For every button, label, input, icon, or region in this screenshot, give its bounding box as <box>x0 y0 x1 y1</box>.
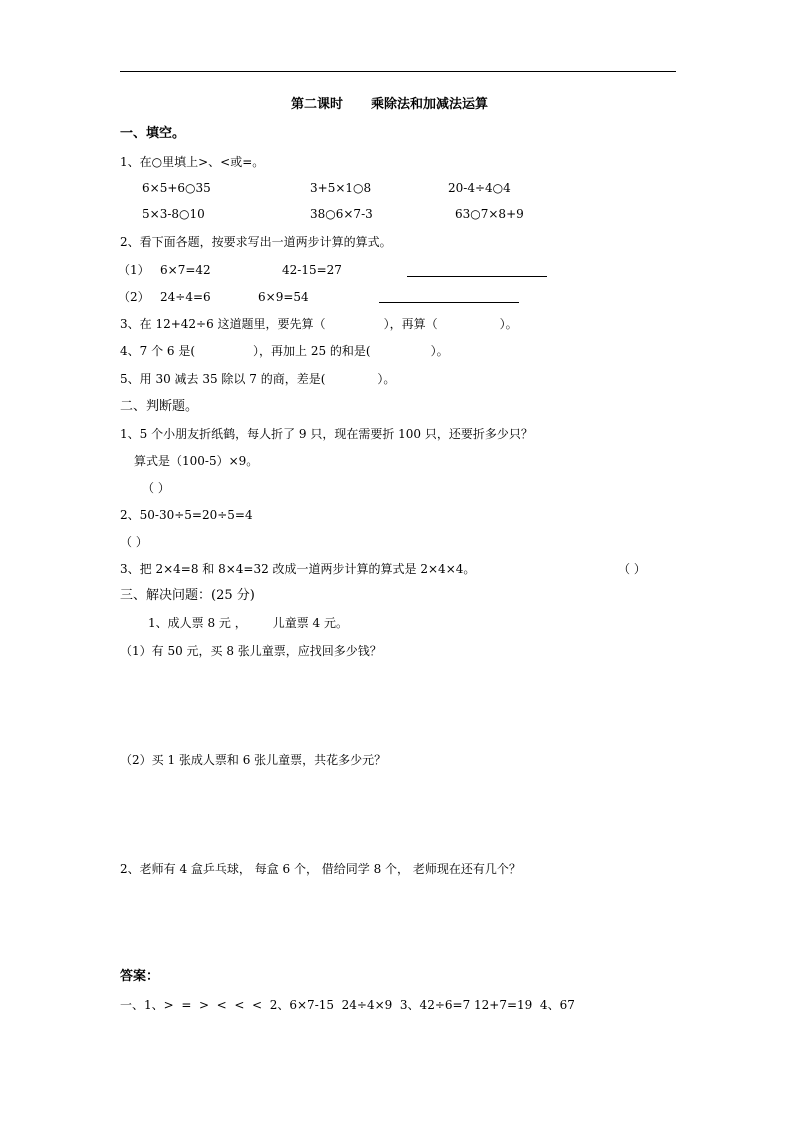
section1-heading: 一、填空。 <box>120 126 186 141</box>
s1-q1-stem: 1、在○里填上>、<或=。 <box>120 155 265 169</box>
answer-line[interactable] <box>407 276 547 277</box>
title-lesson: 第二课时 <box>291 97 344 112</box>
s1-q2-num: （2） <box>118 290 150 304</box>
s3-q1-intro: 1、成人票 8 元 ， 儿童票 4 元。 <box>148 616 348 630</box>
judge-paren[interactable]: （ ） <box>142 481 170 495</box>
s2-q1-line1: 1、5 个小朋友折纸鹤，每人折了 9 只，现在需要折 100 只，还要折多少只？ <box>120 427 533 441</box>
s1-q2-num: （1） <box>118 263 150 277</box>
s1-q2-stem: 2、看下面各题，按要求写出一道两步计算的算式。 <box>120 235 392 249</box>
s1-q1-item: 3+5×1○8 <box>310 181 372 195</box>
s1-q5: 5、用 30 减去 35 除以 7 的商，差是( ）。 <box>120 372 396 386</box>
answers-line: 一、1、> = > < < < 2、6×7-15 24÷4×9 3、42÷6=7 12+7=19 4、67 <box>120 998 575 1012</box>
section3-heading: 三、解决问题：(25 分) <box>120 588 255 603</box>
s3-q1-sub1: （1）有 50 元，买 8 张儿童票，应找回多少钱？ <box>120 644 382 658</box>
page-title <box>291 97 488 113</box>
s1-q1-item: 63○7×8+9 <box>455 207 524 221</box>
s2-q3-line1: 3、把 2×4=8 和 8×4=32 改成一道两步计算的算式是 2×4×4。 <box>120 562 476 576</box>
s1-q1-item: 38○6×7-3 <box>310 207 373 221</box>
answer-line[interactable] <box>379 302 519 303</box>
s1-q2-eq: 42-15=27 <box>282 263 342 277</box>
s2-q2-line1: 2、50-30÷5=20÷5=4 <box>120 508 253 522</box>
s1-q2-eq: 24÷4=6 <box>160 290 211 304</box>
s1-q1-item: 6×5+6○35 <box>142 181 211 195</box>
title-topic: 乘除法和加减法运算 <box>371 97 489 112</box>
judge-paren[interactable]: （ ） <box>120 535 148 549</box>
s3-q2: 2、老师有 4 盒乒乓球， 每盒 6 个， 借给同学 8 个， 老师现在还有几个？ <box>120 862 521 876</box>
s1-q2-eq: 6×7=42 <box>160 263 211 277</box>
s3-q1-sub2: （2）买 1 张成人票和 6 张儿童票，共花多少元？ <box>120 753 387 767</box>
s1-q2-eq: 6×9=54 <box>258 290 309 304</box>
header-rule <box>120 71 676 72</box>
s1-q4: 4、7 个 6 是( ），再加上 25 的和是( ）。 <box>120 344 449 358</box>
s1-q3: 3、在 12+42÷6 这道题里，要先算（ ），再算（ ）。 <box>120 317 518 331</box>
s1-q1-item: 20-4÷4○4 <box>448 181 511 195</box>
s2-q1-line2: 算式是（100-5）×9。 <box>134 454 259 468</box>
s1-q1-item: 5×3-8○10 <box>142 207 205 221</box>
judge-paren[interactable]: （ ） <box>618 562 646 576</box>
answers-heading: 答案： <box>120 969 160 984</box>
section2-heading: 二、判断题。 <box>120 399 199 414</box>
